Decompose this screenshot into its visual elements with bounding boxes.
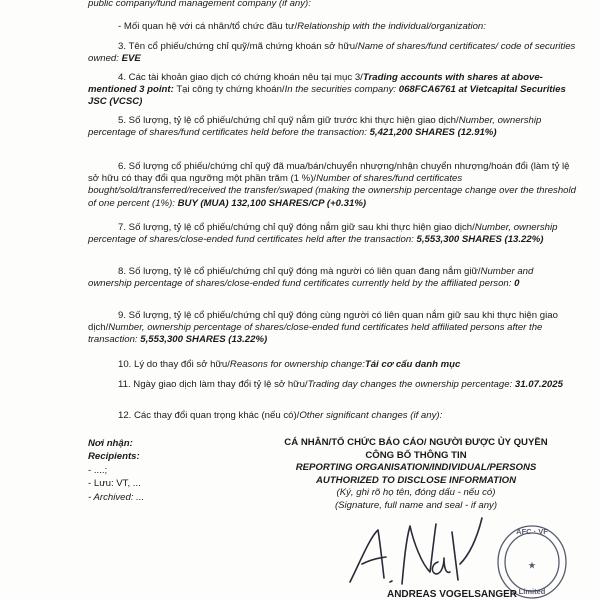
reporter-sign-note-vi: (Ký, ghi rõ họ tên, đóng dấu - nếu có) bbox=[336, 487, 496, 499]
item-7: 7. Số lượng, tỷ lệ cổ phiếu/chứng chỉ quỹ đóng nắm giữ sau khi thực hiện giao dịch/Number, ownership percentage of shares/close-ended fund certificates held after the transaction: 5,553,300 SHARES (13.22%) bbox=[88, 222, 558, 246]
recipients-line-3: - Archived: ... bbox=[88, 491, 145, 503]
item-8-value: 0 bbox=[514, 278, 520, 290]
item-9-value: 5,553,300 SHARES (13.22%) bbox=[140, 334, 268, 346]
item-4: 4. Các tài khoản giao dịch có chứng khoán nêu tại mục 3/Trading accounts with shares at above-mentioned 3 point: Tại công ty chứng khoán/In the securities company: 068FCA6761 at Vietcapital Securities JSC (VCSC) bbox=[88, 72, 566, 108]
recipients-block bbox=[88, 437, 238, 504]
reporter-block bbox=[236, 437, 596, 513]
handwritten-signature bbox=[340, 512, 490, 592]
item-3: 3. Tên cổ phiếu/chứng chỉ quỹ/mã chứng khoán sở hữu/Name of shares/fund certificates/ code of securities owned: EVE bbox=[88, 41, 576, 65]
recipients-label-en: Recipients: bbox=[88, 451, 140, 463]
reporter-title-en-1: REPORTING ORGANISATION/INDIVIDUAL/PERSONS bbox=[295, 462, 537, 474]
svg-text:AFC · VF: AFC · VF bbox=[516, 527, 548, 536]
svg-text:★: ★ bbox=[528, 561, 536, 570]
item-10-value: Tái cơ cấu danh mục bbox=[364, 359, 461, 370]
item-7-value: 5,553,300 SHARES (13.22%) bbox=[416, 234, 544, 246]
svg-text:Limited: Limited bbox=[518, 587, 546, 596]
signer-name: ANDREAS VOGELSANGER bbox=[386, 589, 517, 600]
reporter-sign-note-en: (Signature, full name and seal - if any) bbox=[334, 499, 498, 511]
item-6-value: BUY (MUA) 132,100 SHARES/CP (+0.31%) bbox=[177, 197, 367, 209]
recipients-label-vi: Nơi nhận: bbox=[88, 438, 133, 449]
item-3-value: EVE bbox=[121, 53, 141, 65]
item-relationship: - Mối quan hệ với cá nhân/tổ chức đầu tư/Relationship with the individual/organization: bbox=[118, 21, 486, 32]
item-4-value: 068FCA6761 at Vietcapital Securities JSC (VCSC) bbox=[88, 84, 566, 108]
recipients-line-1: - ....; bbox=[88, 464, 108, 476]
item-11-value: 31.07.2025 bbox=[514, 379, 563, 390]
reporter-title-en-2: AUTHORIZED TO DISCLOSE INFORMATION bbox=[315, 474, 517, 486]
top-line: public company/fund management company (if any): bbox=[88, 0, 311, 9]
reporter-title-vi-2: CÔNG BỐ THÔNG TIN bbox=[365, 449, 467, 461]
item-10: 10. Lý do thay đổi sở hữu/Reasons for ownership change:Tái cơ cấu danh mục bbox=[118, 359, 461, 370]
recipients-line-2: - Lưu: VT, ... bbox=[88, 478, 141, 490]
item-6: 6. Số lượng cổ phiếu/chứng chỉ quỹ đã mua/bán/chuyển nhượng/nhận chuyển nhượng/hoán đổi (làm tỷ lệ sở hữu có thay đổi qua ngưỡng một phần trăm (1 %)/Number of shares/fund certificates bought/sold/transferred/received the transfer/swaped (making the ownership percentage change over the threshold of one percent (1%): BUY (MUA) 132,100 SHARES/CP (+0.31%) bbox=[88, 161, 576, 209]
item-5: 5. Số lượng, tỷ lệ cổ phiếu/chứng chỉ quỹ nắm giữ trước khi thực hiện giao dịch/Number, ownership percentage of shares/fund certificates held before the transaction: 5,421,200 SHARES (12.91%) bbox=[88, 115, 542, 139]
company-seal bbox=[492, 518, 570, 600]
item-11: 11. Ngày giao dịch làm thay đổi tỷ lệ sở hữu/Trading day changes the ownership percentage: 31.07.2025 bbox=[118, 379, 563, 390]
item-5-value: 5,421,200 SHARES (12.91%) bbox=[369, 127, 497, 139]
item-8: 8. Số lượng, tỷ lệ cổ phiếu/chứng chỉ quỹ đóng mà người có liên quan đang nắm giữ/Number and ownership percentage of shares/close-ended fund certificates currently held by the affiliated person: 0 bbox=[88, 266, 534, 290]
item-9: 9. Số lượng, tỷ lệ cổ phiếu/chứng chỉ quỹ đóng cùng người có liên quan nắm giữ sau khi thực hiện giao dịch/Number, ownership percentage of shares/close-ended fund certificates held affiliated persons after the transaction: 5,553,300 SHARES (13.22%) bbox=[88, 310, 558, 346]
item-12: 12. Các thay đổi quan trọng khác (nếu có)/Other significant changes (if any): bbox=[118, 410, 443, 421]
reporter-title-vi-1: CÁ NHÂN/TỔ CHỨC BÁO CÁO/ NGƯỜI ĐƯỢC ỦY QUYỀN bbox=[284, 437, 548, 448]
